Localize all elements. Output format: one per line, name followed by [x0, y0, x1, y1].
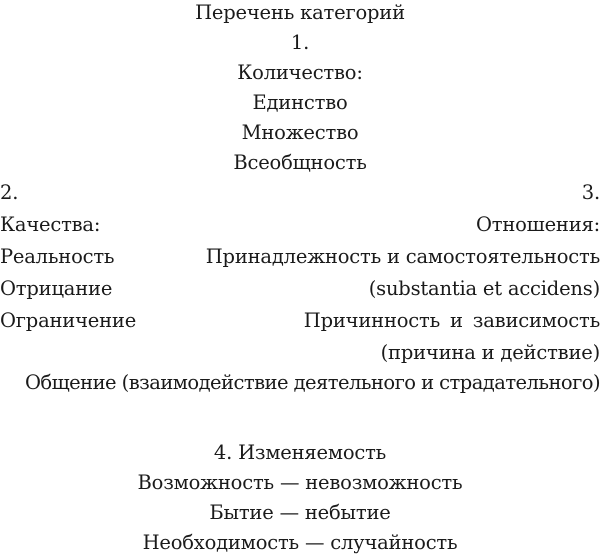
- section3-item-cause-effect: (причина и действие): [380, 341, 600, 364]
- section3-item-inherence: Принадлежность и самостоятельность: [205, 245, 600, 268]
- section2-number: 2.: [0, 181, 19, 204]
- section1-item-totality: Всеобщность: [233, 151, 367, 174]
- row-items-1: [0, 247, 600, 267]
- section3-item-causality: Причинность и зависимость: [303, 309, 600, 332]
- row-section-numbers: [0, 183, 600, 203]
- section4-heading: 4. Изменяемость: [213, 441, 387, 464]
- section1-heading: Количество:: [237, 61, 363, 84]
- section2-heading: Качества:: [0, 213, 101, 236]
- section1-item-unity: Единство: [252, 91, 348, 114]
- section1-item-plurality: Множество: [241, 121, 359, 144]
- row-items-2: [0, 279, 600, 299]
- section4-item-necessity: Необходимость — случайность: [142, 531, 458, 554]
- section3-item-substantia: (substantia et accidens): [368, 277, 600, 300]
- section3-number: 3.: [581, 181, 600, 204]
- section3-heading: Отношения:: [475, 213, 600, 236]
- section3-item-community: Общение (взаимодействие деятельного и страдательного): [24, 371, 600, 394]
- section4-item-possibility: Возможность — невозможность: [137, 471, 463, 494]
- row-items-3: [0, 311, 600, 331]
- page-title: Перечень категорий: [195, 1, 405, 24]
- section2-item-reality: Реальность: [0, 245, 115, 268]
- section2-item-limitation: Ограничение: [0, 309, 137, 332]
- section1-number: 1.: [290, 31, 310, 54]
- row-section-headings: [0, 215, 600, 235]
- section2-item-negation: Отрицание: [0, 277, 113, 300]
- section4-item-existence: Бытие — небытие: [209, 501, 391, 524]
